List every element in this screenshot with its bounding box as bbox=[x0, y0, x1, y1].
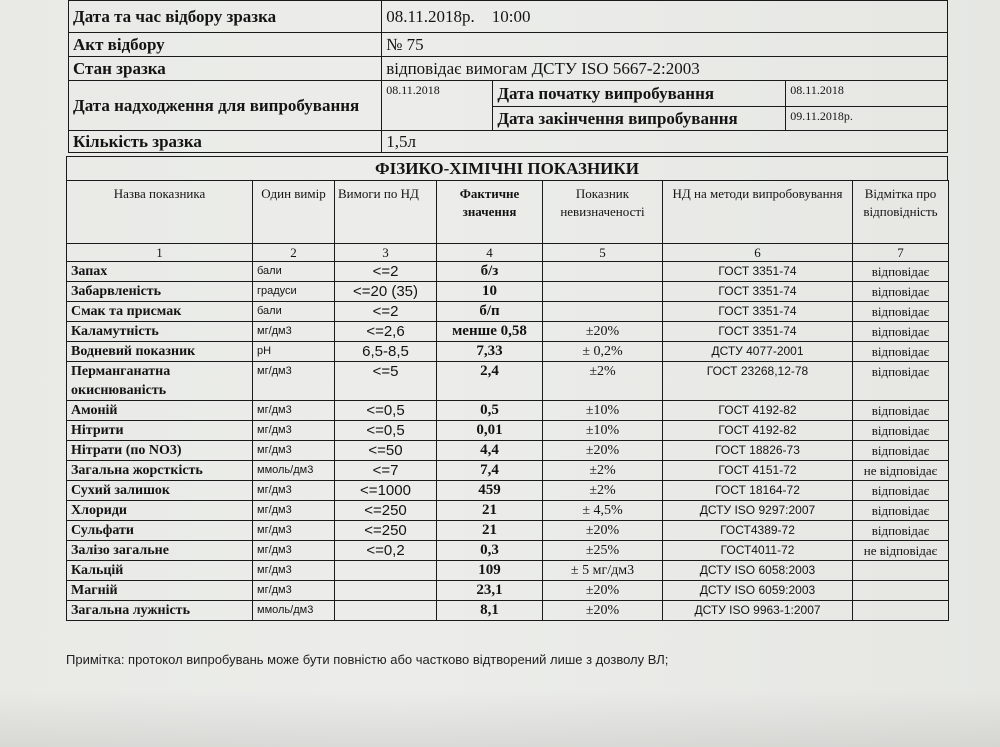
requirement: <=2,6 bbox=[335, 322, 437, 342]
unit: мг/дм3 bbox=[253, 441, 335, 461]
table-row bbox=[67, 501, 949, 521]
column-number: 4 bbox=[437, 244, 543, 262]
indicator-name: Водневий показник bbox=[67, 342, 253, 362]
actual-value: б/п bbox=[437, 302, 543, 322]
unit: мг/дм3 bbox=[253, 561, 335, 581]
sample-received-value: 08.11.2018 bbox=[382, 81, 493, 131]
indicator-name: Магній bbox=[67, 581, 253, 601]
uncertainty: ±20% bbox=[543, 521, 663, 541]
table-row bbox=[67, 302, 949, 322]
uncertainty: ± 0,2% bbox=[543, 342, 663, 362]
compliance-mark bbox=[853, 601, 949, 621]
compliance-mark: відповідає bbox=[853, 441, 949, 461]
compliance-mark: відповідає bbox=[853, 282, 949, 302]
column-number: 3 bbox=[335, 244, 437, 262]
unit: мг/дм3 bbox=[253, 421, 335, 441]
sample-state-value: відповідає вимогам ДСТУ ISO 5667-2:2003 bbox=[382, 57, 948, 81]
requirement: <=7 bbox=[335, 461, 437, 481]
indicator-name: Хлориди bbox=[67, 501, 253, 521]
unit: бали bbox=[253, 262, 335, 282]
table-row bbox=[67, 461, 949, 481]
actual-value: 7,4 bbox=[437, 461, 543, 481]
actual-value: 0,01 bbox=[437, 421, 543, 441]
uncertainty bbox=[543, 262, 663, 282]
test-method: ГОСТ 3351-74 bbox=[663, 262, 853, 282]
indicator-name: Нітрити bbox=[67, 421, 253, 441]
table-row bbox=[67, 362, 949, 401]
sample-end-label: Дата закінчення випробування bbox=[493, 107, 786, 131]
unit: градуси bbox=[253, 282, 335, 302]
compliance-mark: відповідає bbox=[853, 302, 949, 322]
column-number: 7 bbox=[853, 244, 949, 262]
unit: мг/дм3 bbox=[253, 362, 335, 401]
actual-value: 0,3 bbox=[437, 541, 543, 561]
compliance-mark: відповідає bbox=[853, 342, 949, 362]
indicator-name: Каламутність bbox=[67, 322, 253, 342]
header-actual: Фактичне значення bbox=[437, 181, 543, 244]
uncertainty: ±10% bbox=[543, 421, 663, 441]
indicator-name: Загальна жорсткість bbox=[67, 461, 253, 481]
table-row bbox=[67, 322, 949, 342]
indicator-name: Амоній bbox=[67, 401, 253, 421]
test-method: ГОСТ 3351-74 bbox=[663, 282, 853, 302]
test-method: ГОСТ 4192-82 bbox=[663, 421, 853, 441]
header-requirement: Вимоги по НД bbox=[335, 181, 437, 244]
unit: pH bbox=[253, 342, 335, 362]
compliance-mark: не відповідає bbox=[853, 461, 949, 481]
requirement: <=250 bbox=[335, 501, 437, 521]
unit: мг/дм3 bbox=[253, 322, 335, 342]
test-method: ГОСТ 18826-73 bbox=[663, 441, 853, 461]
test-method: ДСТУ ISO 6059:2003 bbox=[663, 581, 853, 601]
sample-state-row bbox=[69, 57, 948, 81]
uncertainty: ±20% bbox=[543, 441, 663, 461]
sample-datetime-label: Дата та час відбору зразка bbox=[69, 1, 382, 33]
actual-value: 459 bbox=[437, 481, 543, 501]
column-number: 5 bbox=[543, 244, 663, 262]
requirement: <=0,5 bbox=[335, 401, 437, 421]
actual-value: 4,4 bbox=[437, 441, 543, 461]
table-row bbox=[67, 521, 949, 541]
unit: мг/дм3 bbox=[253, 401, 335, 421]
unit: мг/дм3 bbox=[253, 481, 335, 501]
test-method: ДСТУ ISO 9297:2007 bbox=[663, 501, 853, 521]
compliance-mark: відповідає bbox=[853, 521, 949, 541]
actual-value: 21 bbox=[437, 501, 543, 521]
header-compliance: Відмітка про відповідність bbox=[853, 181, 949, 244]
compliance-mark: відповідає bbox=[853, 481, 949, 501]
header-uncertainty: Показник невизначеності bbox=[543, 181, 663, 244]
indicator-name: Загальна лужність bbox=[67, 601, 253, 621]
sample-qty-label: Кількість зразка bbox=[69, 131, 382, 153]
unit: ммоль/дм3 bbox=[253, 461, 335, 481]
table-row bbox=[67, 561, 949, 581]
actual-value: б/з bbox=[437, 262, 543, 282]
table-row bbox=[67, 541, 949, 561]
test-method: ГОСТ 4192-82 bbox=[663, 401, 853, 421]
actual-value: 0,5 bbox=[437, 401, 543, 421]
uncertainty: ±25% bbox=[543, 541, 663, 561]
header-method: НД на методи випробовування bbox=[663, 181, 853, 244]
table-row bbox=[67, 421, 949, 441]
sample-act-value: № 75 bbox=[382, 33, 948, 57]
test-method: ДСТУ ISO 6058:2003 bbox=[663, 561, 853, 581]
column-number-row bbox=[67, 244, 949, 262]
actual-value: 109 bbox=[437, 561, 543, 581]
header-unit: Один вимір bbox=[253, 181, 335, 244]
indicator-name: Залізо загальне bbox=[67, 541, 253, 561]
photo-shadow bbox=[0, 690, 1000, 747]
table-row bbox=[67, 601, 949, 621]
requirement bbox=[335, 581, 437, 601]
column-number: 6 bbox=[663, 244, 853, 262]
uncertainty: ±2% bbox=[543, 362, 663, 401]
compliance-mark bbox=[853, 581, 949, 601]
indicator-name: Перманганатна окиснюваність bbox=[67, 362, 253, 401]
indicator-name: Кальцій bbox=[67, 561, 253, 581]
indicator-name: Нітрати (по NO3) bbox=[67, 441, 253, 461]
compliance-mark: відповідає bbox=[853, 501, 949, 521]
sample-act-label: Акт відбору bbox=[69, 33, 382, 57]
requirement: <=1000 bbox=[335, 481, 437, 501]
uncertainty bbox=[543, 282, 663, 302]
table-row bbox=[67, 581, 949, 601]
actual-value: 21 bbox=[437, 521, 543, 541]
requirement: <=0,5 bbox=[335, 421, 437, 441]
unit: мг/дм3 bbox=[253, 541, 335, 561]
table-row bbox=[67, 262, 949, 282]
uncertainty bbox=[543, 302, 663, 322]
compliance-mark: не відповідає bbox=[853, 541, 949, 561]
sample-qty-value: 1,5л bbox=[382, 131, 948, 153]
indicator-name: Сухий залишок bbox=[67, 481, 253, 501]
requirement: <=5 bbox=[335, 362, 437, 401]
actual-value: 2,4 bbox=[437, 362, 543, 401]
sample-start-value: 08.11.2018 bbox=[786, 81, 948, 107]
requirement: <=20 (35) bbox=[335, 282, 437, 302]
footnote: Примітка: протокол випробувань може бути повністю або частково відтворений лише з дозволу ВЛ; bbox=[66, 652, 669, 667]
sample-start-row bbox=[69, 81, 948, 107]
uncertainty: ±2% bbox=[543, 461, 663, 481]
sample-state-label: Стан зразка bbox=[69, 57, 382, 81]
uncertainty: ±20% bbox=[543, 601, 663, 621]
actual-value: 7,33 bbox=[437, 342, 543, 362]
test-method: ГОСТ 3351-74 bbox=[663, 322, 853, 342]
uncertainty: ±10% bbox=[543, 401, 663, 421]
requirement: <=2 bbox=[335, 302, 437, 322]
uncertainty: ±20% bbox=[543, 581, 663, 601]
actual-value: 23,1 bbox=[437, 581, 543, 601]
uncertainty: ±20% bbox=[543, 322, 663, 342]
sample-info-table bbox=[68, 0, 948, 153]
indicator-name: Смак та присмак bbox=[67, 302, 253, 322]
uncertainty: ± 4,5% bbox=[543, 501, 663, 521]
requirement: <=2 bbox=[335, 262, 437, 282]
physchem-table bbox=[66, 180, 949, 621]
table-row bbox=[67, 282, 949, 302]
test-method: ГОСТ 18164-72 bbox=[663, 481, 853, 501]
indicator-name: Запах bbox=[67, 262, 253, 282]
requirement bbox=[335, 601, 437, 621]
indicator-name: Сульфати bbox=[67, 521, 253, 541]
actual-value: 10 bbox=[437, 282, 543, 302]
table-title: ФІЗИКО-ХІМІЧНІ ПОКАЗНИКИ bbox=[66, 156, 948, 181]
table-row bbox=[67, 401, 949, 421]
unit: мг/дм3 bbox=[253, 521, 335, 541]
indicator-name: Забарвленість bbox=[67, 282, 253, 302]
test-method: ГОСТ 23268,12-78 bbox=[663, 362, 853, 401]
table-row bbox=[67, 481, 949, 501]
actual-value: менше 0,58 bbox=[437, 322, 543, 342]
compliance-mark: відповідає bbox=[853, 262, 949, 282]
column-number: 2 bbox=[253, 244, 335, 262]
sample-received-label: Дата надходження для випробування bbox=[69, 81, 382, 131]
test-method: ДСТУ 4077-2001 bbox=[663, 342, 853, 362]
unit: бали bbox=[253, 302, 335, 322]
compliance-mark: відповідає bbox=[853, 322, 949, 342]
requirement bbox=[335, 561, 437, 581]
unit: мг/дм3 bbox=[253, 501, 335, 521]
sample-datetime-row bbox=[69, 1, 948, 33]
test-method: ДСТУ ISO 9963-1:2007 bbox=[663, 601, 853, 621]
unit: ммоль/дм3 bbox=[253, 601, 335, 621]
compliance-mark bbox=[853, 561, 949, 581]
requirement: <=0,2 bbox=[335, 541, 437, 561]
unit: мг/дм3 bbox=[253, 581, 335, 601]
header-name: Назва показника bbox=[67, 181, 253, 244]
sample-end-value: 09.11.2018р. bbox=[786, 107, 948, 131]
requirement: <=250 bbox=[335, 521, 437, 541]
compliance-mark: відповідає bbox=[853, 401, 949, 421]
requirement: <=50 bbox=[335, 441, 437, 461]
test-method: ГОСТ4389-72 bbox=[663, 521, 853, 541]
table-row bbox=[67, 441, 949, 461]
compliance-mark: відповідає bbox=[853, 362, 949, 401]
test-method: ГОСТ 3351-74 bbox=[663, 302, 853, 322]
column-number: 1 bbox=[67, 244, 253, 262]
uncertainty: ± 5 мг/дм3 bbox=[543, 561, 663, 581]
sample-datetime-value: 08.11.2018р. 10:00 bbox=[382, 1, 948, 33]
sample-start-label: Дата початку випробування bbox=[493, 81, 786, 107]
compliance-mark: відповідає bbox=[853, 421, 949, 441]
uncertainty: ±2% bbox=[543, 481, 663, 501]
table-row bbox=[67, 342, 949, 362]
test-method: ГОСТ4011-72 bbox=[663, 541, 853, 561]
requirement: 6,5-8,5 bbox=[335, 342, 437, 362]
actual-value: 8,1 bbox=[437, 601, 543, 621]
header-row bbox=[67, 181, 949, 244]
sample-act-row bbox=[69, 33, 948, 57]
test-method: ГОСТ 4151-72 bbox=[663, 461, 853, 481]
sample-qty-row bbox=[69, 131, 948, 153]
